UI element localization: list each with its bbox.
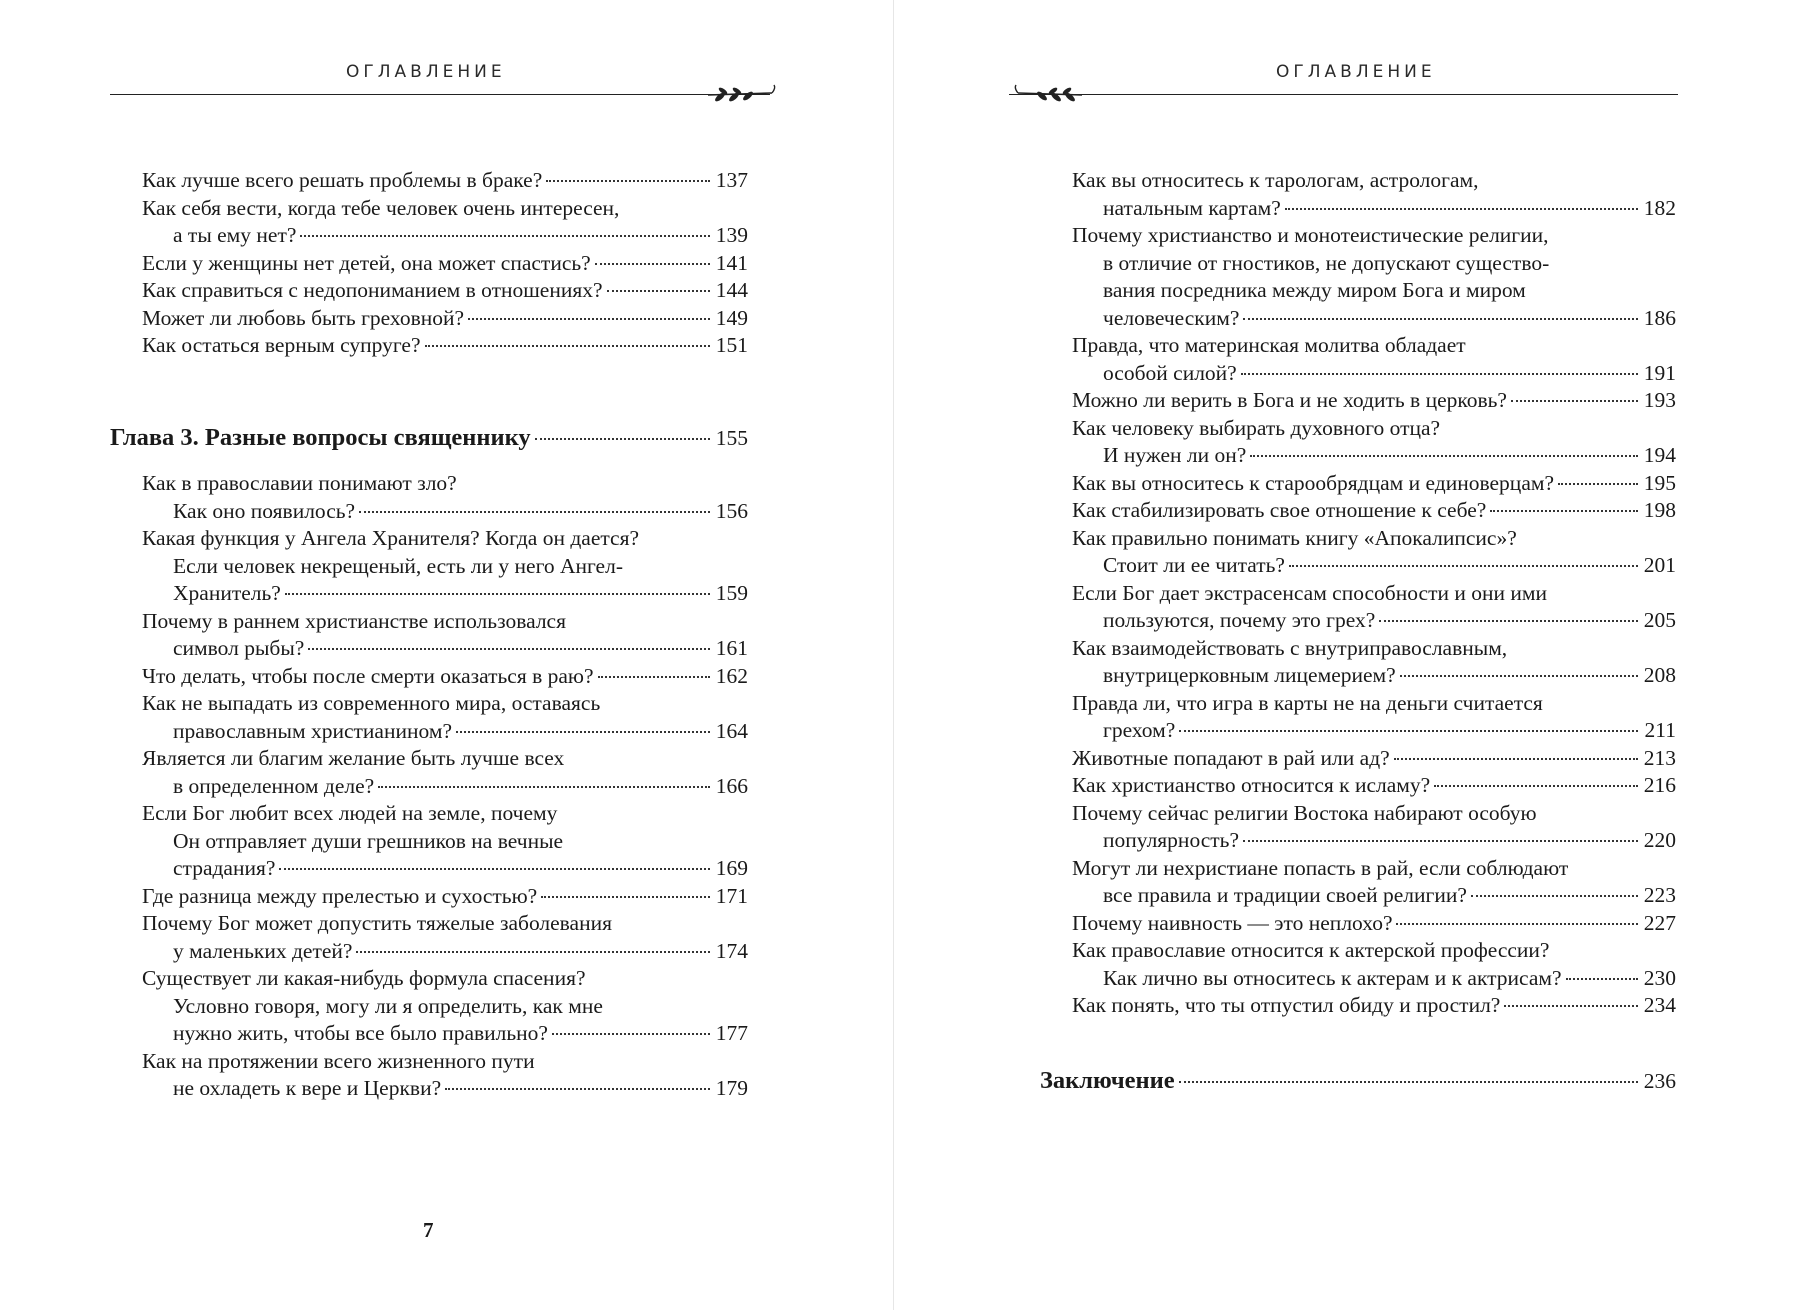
toc-entry[interactable] <box>1072 387 1676 415</box>
entry-line <box>1072 910 1676 938</box>
dot-leader <box>279 868 710 870</box>
entry-text: Как оно появилось? <box>173 498 356 523</box>
dot-leader <box>356 951 710 953</box>
entry-text: а ты ему нет? <box>173 223 297 247</box>
entry-line <box>1072 690 1676 718</box>
toc-entry[interactable] <box>1072 222 1676 332</box>
entry-text: Как вы относитесь к старообрядцам и единоверцам? <box>1072 470 1555 495</box>
entry-text: православным христианином? <box>173 718 452 743</box>
entry-line <box>142 883 748 911</box>
dot-leader <box>1379 620 1638 622</box>
toc-entry[interactable] <box>142 965 748 1048</box>
page-ref: 139 <box>715 223 748 247</box>
entry-text: Как справиться с недопониманием в отношениях? <box>142 278 603 302</box>
chapter-heading <box>110 423 748 453</box>
page-ref: 171 <box>715 883 748 908</box>
entry-text: у маленьких детей? <box>173 938 353 963</box>
page-ref: 223 <box>1643 883 1676 907</box>
dot-leader <box>1243 318 1638 320</box>
entry-text: Как христианство относится к исламу? <box>1072 773 1431 797</box>
toc-entry[interactable] <box>142 690 748 745</box>
page-ref: 137 <box>715 168 748 192</box>
entry-line <box>142 1020 748 1048</box>
toc-entry[interactable] <box>142 195 748 250</box>
toc-entry[interactable] <box>1072 332 1676 387</box>
entry-line <box>142 773 748 801</box>
entry-line <box>142 580 748 608</box>
page-ref: 227 <box>1643 910 1676 935</box>
dot-leader <box>552 1033 710 1035</box>
entry-text: пользуются, почему это грех? <box>1103 608 1376 632</box>
entry-text: Как на протяжении всего жизненного пути <box>142 1048 535 1073</box>
entry-line <box>1072 470 1676 498</box>
toc-entry[interactable] <box>1072 855 1676 910</box>
page-ref: 211 <box>1644 718 1676 742</box>
toc-entry[interactable] <box>142 910 748 965</box>
entry-text: Если Бог дает экстрасенсам способности и они ими <box>1072 580 1547 605</box>
page-number: 7 <box>423 1218 434 1242</box>
toc-entry[interactable] <box>142 470 748 525</box>
dot-leader <box>1400 675 1638 677</box>
page-ref: 230 <box>1643 965 1676 990</box>
entry-text: натальным картам? <box>1103 195 1281 220</box>
toc-entry[interactable] <box>142 800 748 883</box>
page-ref: 161 <box>715 636 748 660</box>
entry-line <box>1072 360 1676 388</box>
toc-entry[interactable] <box>142 745 748 800</box>
page-ref: 236 <box>1643 1069 1676 1093</box>
toc-entry[interactable] <box>1072 910 1676 938</box>
header-rule <box>1009 94 1678 95</box>
entry-line <box>142 938 748 966</box>
entry-text: Он отправляет души грешников на вечные <box>173 828 564 853</box>
entry-line <box>1072 305 1676 333</box>
toc-entry[interactable] <box>1072 800 1676 855</box>
toc-right <box>1072 167 1676 1020</box>
entry-text: все правила и традиции своей религии? <box>1103 883 1467 907</box>
toc-entry[interactable] <box>1072 415 1676 470</box>
entry-line <box>1072 497 1676 525</box>
left-page <box>0 0 893 1310</box>
entry-text: Как себя вести, когда тебе человек очень интересен, <box>142 195 620 220</box>
page-ref: 198 <box>1643 498 1676 522</box>
entry-text: вания посредника между миром Бога и миром <box>1103 278 1526 302</box>
leaf-ornament-icon <box>706 84 778 104</box>
entry-text: популярность? <box>1103 828 1240 852</box>
entry-text: Является ли благим желание быть лучше всех <box>142 746 565 770</box>
page-ref: 155 <box>715 426 748 450</box>
page-ref: 174 <box>715 938 748 963</box>
entry-line <box>142 993 748 1021</box>
entry-text: Если человек некрещеный, есть ли у него Ангел- <box>173 553 623 578</box>
entry-text: Где разница между прелестью и сухостью? <box>142 883 538 908</box>
entry-text: Как правильно понимать книгу «Апокалипсис»? <box>1072 525 1517 550</box>
entry-line <box>1072 662 1676 690</box>
entry-line <box>142 745 748 773</box>
entry-line <box>1072 525 1676 553</box>
entry-text: Как в православии понимают зло? <box>142 471 457 495</box>
entry-line <box>1072 607 1676 635</box>
toc-entry[interactable] <box>142 277 748 305</box>
entry-line <box>1072 277 1676 305</box>
entry-line <box>142 855 748 883</box>
dot-leader <box>1179 1081 1638 1083</box>
entry-text: Как не выпадать из современного мира, оставаясь <box>142 691 601 715</box>
page-ref: 191 <box>1643 360 1676 385</box>
dot-leader <box>1394 758 1638 760</box>
dot-leader <box>1243 840 1638 842</box>
entry-text: нужно жить, чтобы все было правильно? <box>173 1021 548 1045</box>
dot-leader <box>456 731 710 733</box>
page-ref: 164 <box>715 718 748 743</box>
entry-line <box>142 965 748 993</box>
entry-text: Заключение <box>1040 1067 1175 1094</box>
entry-line <box>142 663 748 691</box>
running-header: ОГЛАВЛЕНИЕ <box>1276 62 1436 82</box>
entry-line <box>142 1075 748 1103</box>
page-ref: 193 <box>1643 388 1676 412</box>
entry-line <box>142 690 748 718</box>
page-ref: 186 <box>1643 305 1676 330</box>
entry-text: Как лично вы относитесь к актерам и к актрисам? <box>1103 965 1562 990</box>
entry-text: Хранитель? <box>173 581 281 605</box>
dot-leader <box>1289 565 1638 567</box>
dot-leader <box>445 1088 710 1090</box>
entry-text: в отличие от гностиков, не допускают существо- <box>1103 250 1550 275</box>
toc-entry[interactable] <box>1072 497 1676 525</box>
entry-text: Глава 3. Разные вопросы священнику <box>110 424 531 451</box>
toc-entry[interactable] <box>142 663 748 691</box>
entry-text: Почему христианство и монотеистические религии, <box>1072 223 1549 247</box>
dot-leader <box>535 438 710 440</box>
toc-entry[interactable] <box>142 305 748 333</box>
entry-text: Правда ли, что игра в карты не на деньги считается <box>1072 690 1543 715</box>
toc-entry[interactable] <box>142 883 748 911</box>
dot-leader <box>359 511 710 513</box>
dot-leader <box>1511 400 1638 402</box>
toc-entry[interactable] <box>1072 580 1676 635</box>
toc-entry[interactable] <box>1072 745 1676 773</box>
dot-leader <box>1558 483 1638 485</box>
dot-leader <box>308 648 710 650</box>
page-ref: 216 <box>1643 773 1676 797</box>
dot-leader <box>598 676 710 678</box>
entry-text: Что делать, чтобы после смерти оказаться в раю? <box>142 663 594 688</box>
page-ref: 179 <box>715 1076 748 1100</box>
toc-entry[interactable] <box>1072 635 1676 690</box>
dot-leader <box>1179 730 1638 732</box>
entry-line <box>1072 552 1676 580</box>
entry-line <box>142 195 748 223</box>
page-ref: 182 <box>1643 195 1676 220</box>
entry-line <box>142 525 748 553</box>
page-ref: 205 <box>1643 608 1676 632</box>
toc-entry[interactable] <box>142 167 748 195</box>
entry-line <box>142 800 748 828</box>
page-ref: 213 <box>1643 745 1676 770</box>
entry-text: Можно ли верить в Бога и не ходить в церковь? <box>1072 388 1507 412</box>
toc-left-top <box>142 167 748 360</box>
entry-text: Животные попадают в рай или ад? <box>1072 745 1390 770</box>
entry-line <box>1072 745 1676 773</box>
page-ref: 194 <box>1643 443 1676 467</box>
entry-line <box>142 910 748 938</box>
header-rule <box>110 94 770 95</box>
dot-leader <box>425 345 710 347</box>
running-header: ОГЛАВЛЕНИЕ <box>346 62 506 82</box>
toc-entry-chapter-3[interactable] <box>110 423 748 453</box>
entry-line <box>1072 387 1676 415</box>
dot-leader <box>468 318 710 320</box>
entry-line <box>1072 167 1676 195</box>
entry-line <box>1072 332 1676 360</box>
dot-leader <box>378 786 710 788</box>
entry-text: Как стабилизировать свое отношение к себе? <box>1072 498 1487 522</box>
entry-text: Как лучше всего решать проблемы в браке? <box>142 168 543 192</box>
entry-line <box>142 608 748 636</box>
entry-text: Как взаимодействовать с внутриправославным, <box>1072 635 1508 660</box>
dot-leader <box>1471 895 1638 897</box>
entry-line <box>1072 195 1676 223</box>
entry-line <box>142 470 748 498</box>
entry-text: в определенном деле? <box>173 773 375 798</box>
dot-leader <box>1396 923 1638 925</box>
entry-text: Как человеку выбирать духовного отца? <box>1072 415 1441 440</box>
entry-text: Условно говоря, могу ли я определить, как мне <box>173 993 603 1018</box>
entry-line <box>142 828 748 856</box>
entry-line <box>1072 855 1676 883</box>
entry-text: не охладеть к вере и Церкви? <box>173 1076 442 1100</box>
entry-text: Могут ли нехристиане попасть в рай, если соблюдают <box>1072 855 1569 880</box>
entry-line <box>1072 827 1676 855</box>
dot-leader <box>285 593 710 595</box>
page-ref: 162 <box>715 663 748 688</box>
entry-line <box>1072 772 1676 800</box>
page-ref: 169 <box>715 856 748 880</box>
dot-leader <box>1250 455 1638 457</box>
entry-line <box>1072 882 1676 910</box>
toc-entry-conclusion[interactable] <box>1040 1066 1676 1096</box>
page-ref: 195 <box>1643 470 1676 495</box>
entry-text: Как остаться верным супруге? <box>142 333 421 357</box>
dot-leader <box>1285 208 1638 210</box>
page-ref: 141 <box>715 250 748 275</box>
toc-entry[interactable] <box>1072 772 1676 800</box>
entry-line <box>1072 965 1676 993</box>
dot-leader <box>541 896 710 898</box>
dot-leader <box>595 263 710 265</box>
dot-leader <box>1490 510 1638 512</box>
entry-line <box>1072 580 1676 608</box>
dot-leader <box>607 290 710 292</box>
page-ref: 149 <box>715 305 748 330</box>
entry-text: Если Бог любит всех людей на земле, почему <box>142 801 558 825</box>
toc-entry[interactable] <box>142 525 748 608</box>
entry-text: Почему в раннем христианстве использовался <box>142 608 566 633</box>
entry-text: Правда, что материнская молитва обладает <box>1072 333 1466 357</box>
toc-entry[interactable] <box>1072 470 1676 498</box>
toc-entry[interactable] <box>142 1048 748 1103</box>
toc-entry[interactable] <box>1072 937 1676 992</box>
conclusion-heading <box>1040 1066 1676 1096</box>
entry-line <box>1072 717 1676 745</box>
entry-text: Стоит ли ее читать? <box>1103 553 1285 577</box>
dot-leader <box>300 235 710 237</box>
entry-line <box>142 167 748 195</box>
entry-line <box>142 305 748 333</box>
page-ref: 156 <box>715 498 748 523</box>
entry-text: страдания? <box>173 856 276 880</box>
entry-text: Как православие относится к актерской профессии? <box>1072 938 1550 962</box>
entry-line <box>1072 222 1676 250</box>
dot-leader <box>1241 373 1638 375</box>
toc-entry[interactable] <box>142 608 748 663</box>
dot-leader <box>1434 785 1638 787</box>
entry-text: Может ли любовь быть греховной? <box>142 305 465 330</box>
entry-text: И нужен ли он? <box>1103 443 1247 467</box>
entry-text: Какая функция у Ангела Хранителя? Когда он дается? <box>142 526 639 550</box>
right-page <box>894 0 1794 1310</box>
entry-line <box>142 498 748 526</box>
entry-line <box>1072 442 1676 470</box>
entry-text: Почему сейчас религии Востока набирают особую <box>1072 800 1537 825</box>
page-ref: 166 <box>715 773 748 798</box>
entry-text: особой силой? <box>1103 360 1237 385</box>
entry-line <box>142 222 748 250</box>
toc-entry[interactable] <box>1072 525 1676 580</box>
entry-line <box>1072 415 1676 443</box>
page-ref: 151 <box>715 333 748 357</box>
page-ref: 220 <box>1643 828 1676 852</box>
entry-line <box>142 553 748 581</box>
entry-line <box>1072 250 1676 278</box>
dot-leader <box>1504 1005 1638 1007</box>
entry-text: Как понять, что ты отпустил обиду и простил? <box>1072 993 1501 1017</box>
entry-line <box>1072 635 1676 663</box>
entry-text: символ рыбы? <box>173 636 305 660</box>
toc-entry[interactable] <box>1072 167 1676 222</box>
page-ref: 159 <box>715 581 748 605</box>
entry-line <box>142 332 748 360</box>
entry-text: человеческим? <box>1103 305 1240 330</box>
toc-left-bottom <box>142 470 748 1103</box>
toc-entry[interactable] <box>1072 992 1676 1020</box>
page-ref: 234 <box>1643 993 1676 1017</box>
page-ref: 144 <box>715 278 748 302</box>
dot-leader <box>546 180 710 182</box>
entry-text: Существует ли какая-нибудь формула спасения? <box>142 966 586 990</box>
toc-entry[interactable] <box>1072 690 1676 745</box>
entry-text: Почему Бог может допустить тяжелые заболевания <box>142 911 612 935</box>
toc-entry[interactable] <box>142 250 748 278</box>
entry-text: Если у женщины нет детей, она может спастись? <box>142 250 591 275</box>
page-ref: 208 <box>1643 663 1676 687</box>
entry-line <box>1072 800 1676 828</box>
entry-line <box>1072 992 1676 1020</box>
leaf-ornament-icon <box>1012 84 1084 104</box>
toc-entry[interactable] <box>142 332 748 360</box>
entry-text: грехом? <box>1103 718 1176 742</box>
page-ref: 201 <box>1643 553 1676 577</box>
entry-line <box>142 635 748 663</box>
entry-text: внутрицерковным лицемерием? <box>1103 663 1396 687</box>
dot-leader <box>1566 978 1638 980</box>
page-ref: 177 <box>715 1021 748 1045</box>
entry-line <box>142 250 748 278</box>
entry-line <box>142 1048 748 1076</box>
entry-line <box>142 277 748 305</box>
entry-text: Как вы относитесь к тарологам, астрологам, <box>1072 168 1479 192</box>
entry-line <box>1072 937 1676 965</box>
entry-line <box>142 718 748 746</box>
entry-text: Почему наивность — это неплохо? <box>1072 910 1393 935</box>
